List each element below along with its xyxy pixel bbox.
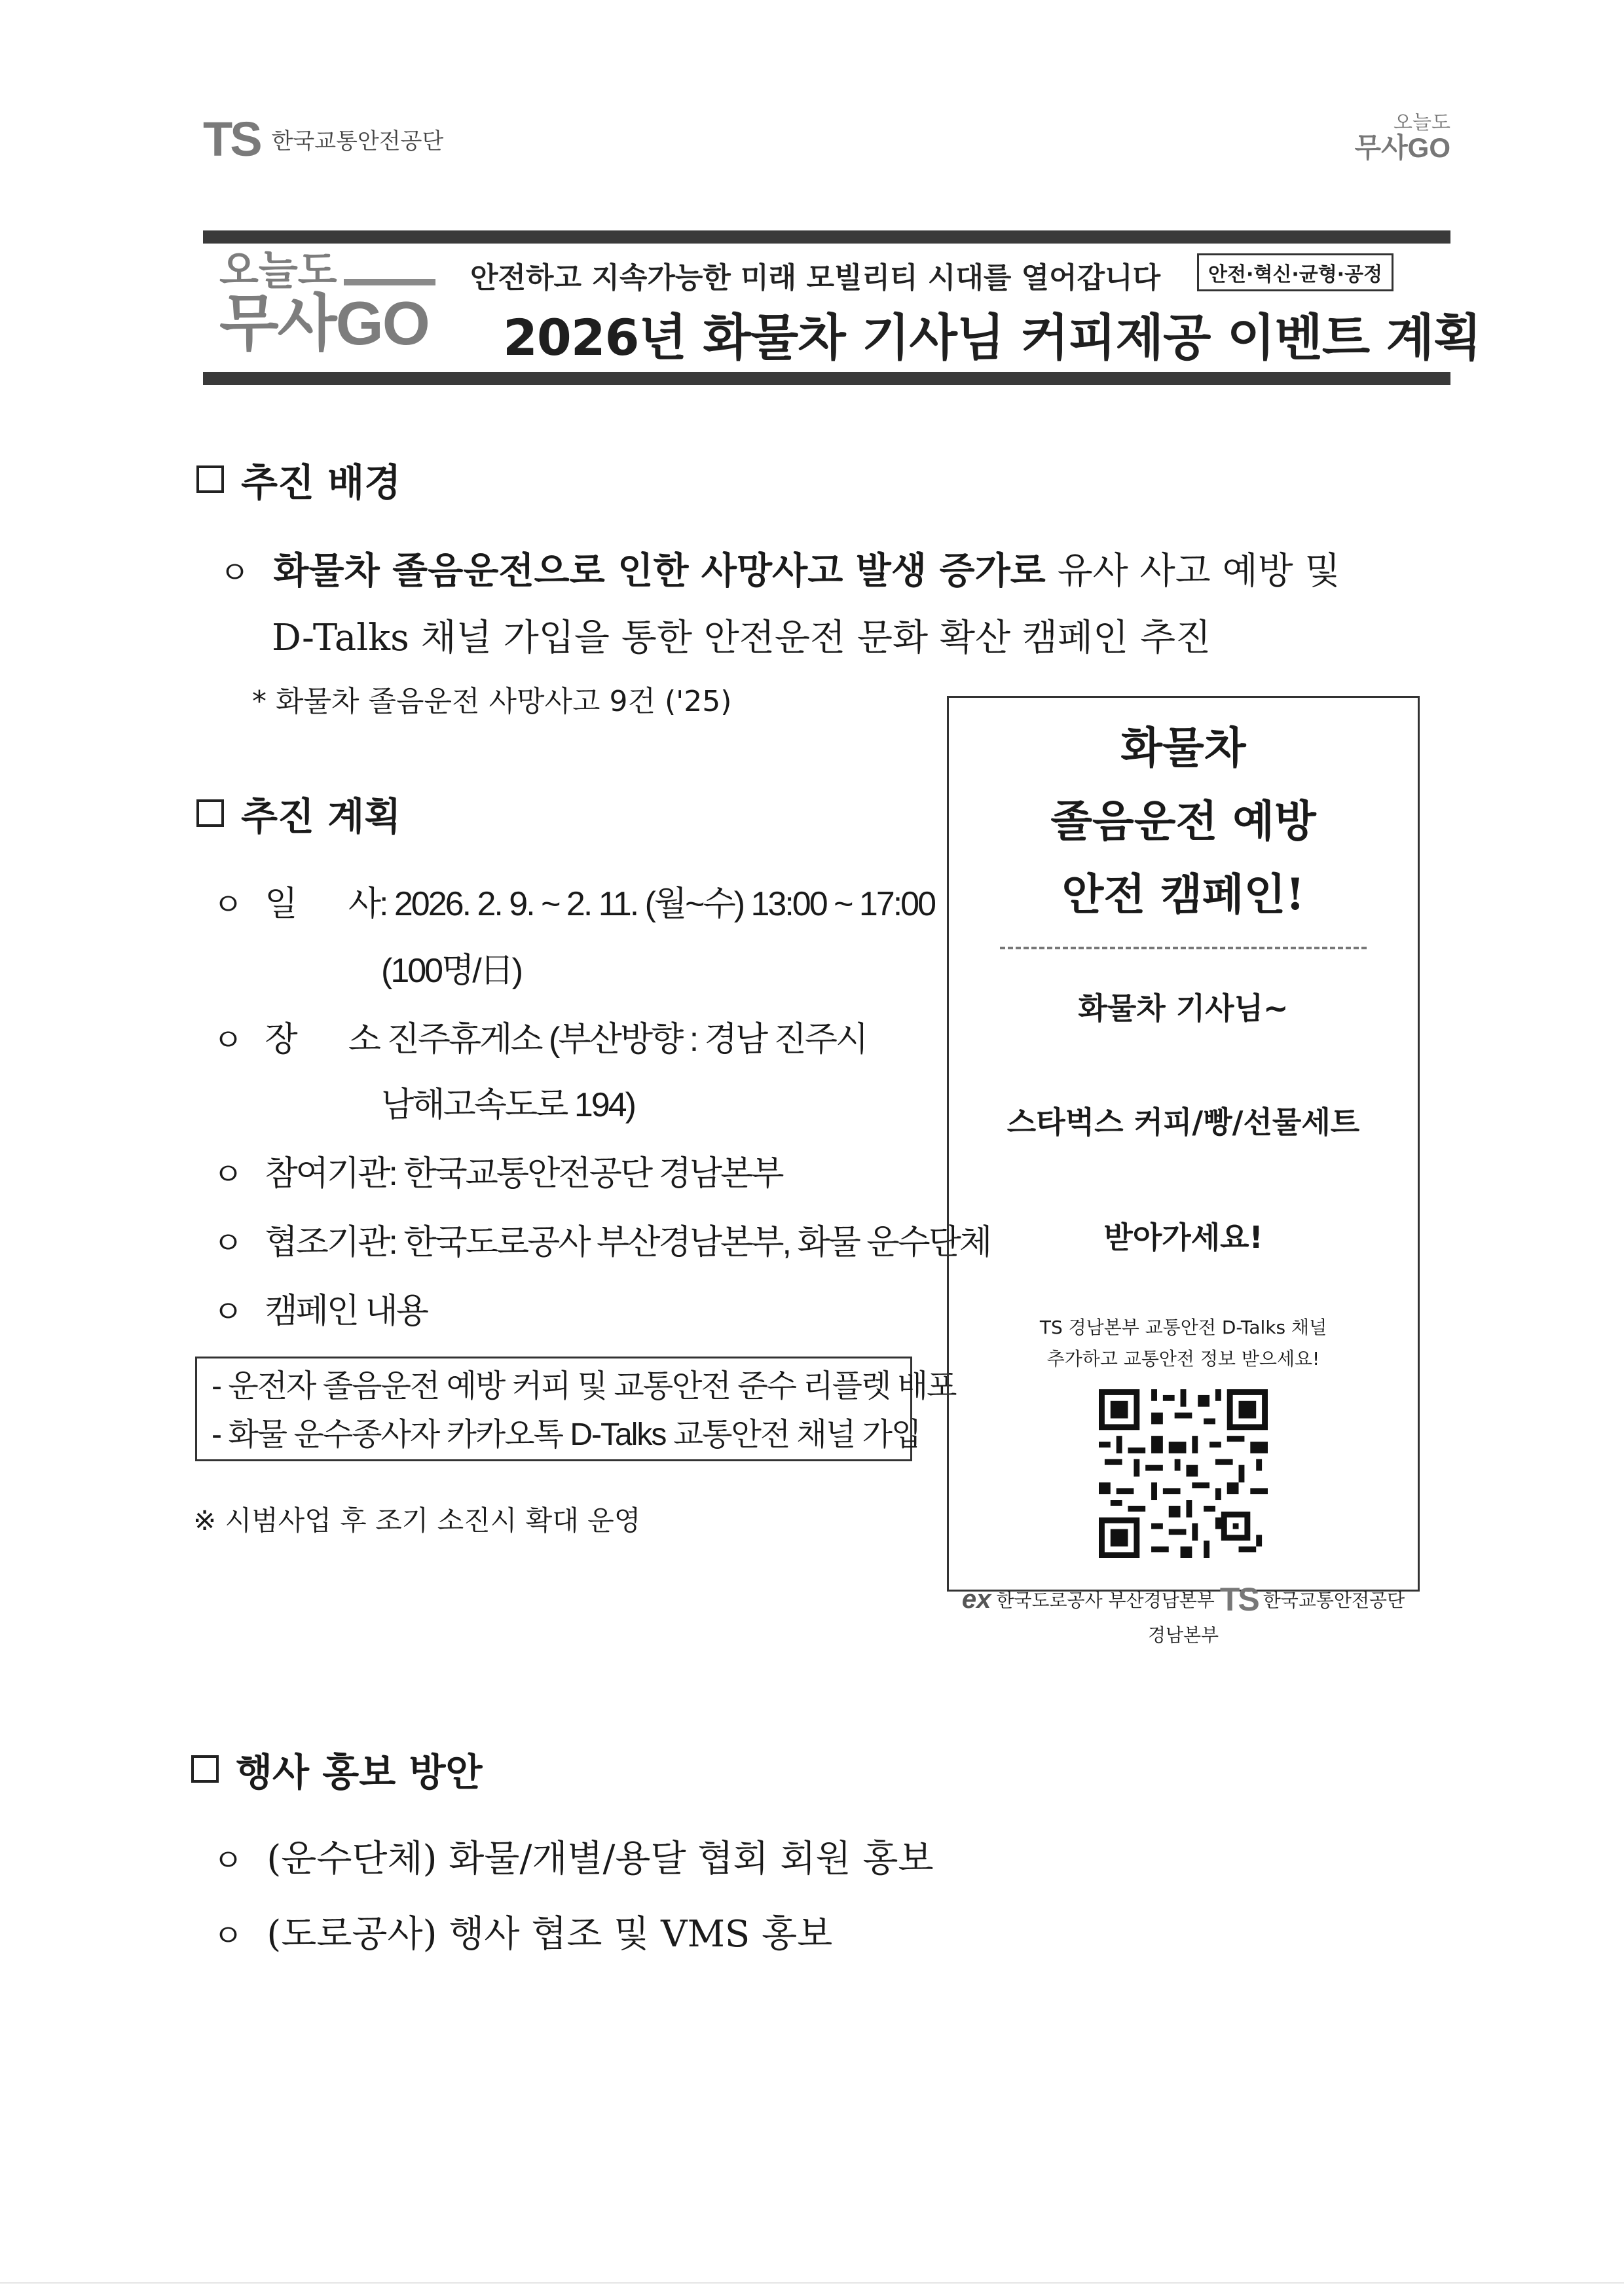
bullet-circle-icon: ㅇ bbox=[213, 886, 242, 923]
poster-greeting: 화물차 기사님~ bbox=[1078, 991, 1289, 1026]
bullet-circle-icon: ㅇ bbox=[219, 555, 250, 591]
body-text: 유사 사고 예방 및 bbox=[1045, 550, 1340, 592]
banner-rule-bottom bbox=[203, 372, 1450, 385]
bullet-circle-icon: ㅇ bbox=[213, 1294, 242, 1330]
poster-info bbox=[949, 1312, 1418, 1375]
plan-item-participant: ㅇ 참여기관: 한국교통안전공단 경남본부 bbox=[213, 1146, 782, 1195]
campaign-detail-box bbox=[195, 1357, 956, 1461]
plan-label: 캠페인 내용 bbox=[265, 1292, 427, 1330]
plan-item-content bbox=[213, 1283, 427, 1332]
ex-logo-mark: ex bbox=[961, 1584, 991, 1614]
promotion-text: (운수단체) 화물/개별/용달 협회 회원 홍보 bbox=[267, 1838, 934, 1880]
background-item-line2: D-Talks 채널 가입을 통한 안전운전 문화 확산 캠페인 추진 bbox=[272, 617, 1211, 659]
bullet-circle-icon: ㅇ bbox=[213, 1156, 242, 1193]
ex-org-name: 한국도로공사 부산경남본부 bbox=[996, 1590, 1215, 1611]
plan-item-place bbox=[213, 1011, 866, 1061]
checkbox-square-icon bbox=[196, 465, 224, 493]
poster-info-line: TS 경남본부 교통안전 D-Talks 채널 bbox=[1039, 1317, 1327, 1338]
emphasis-text: 화물차 졸음운전으로 인한 사망사고 발생 증가로 bbox=[273, 550, 1046, 592]
bullet-circle-icon: ㅇ bbox=[213, 1225, 242, 1262]
plan-label: 일 사 bbox=[265, 885, 379, 923]
section-title: 행사 홍보 방안 bbox=[236, 1750, 483, 1795]
qr-code-icon[interactable] bbox=[1091, 1389, 1276, 1558]
plan-item-place-cont: 남해고속도로 194) bbox=[381, 1086, 635, 1124]
section-heading-background bbox=[196, 452, 401, 507]
poster-headline-1: 화물차 bbox=[1120, 722, 1246, 773]
section-title: 추진 계획 bbox=[241, 794, 401, 839]
plan-label: 참여기관 bbox=[265, 1155, 389, 1193]
bullet-circle-icon: ㅇ bbox=[213, 1918, 244, 1954]
document-title: 2026년 화물차 기사님 커피제공 이벤트 계획 bbox=[503, 308, 1481, 367]
campaign-logo-line bbox=[344, 279, 435, 285]
section-heading-promotion bbox=[191, 1741, 483, 1796]
plan-label: 협조기관 bbox=[265, 1224, 389, 1262]
poster-callout: 받아가세요! bbox=[1103, 1220, 1263, 1255]
checkbox-square-icon bbox=[191, 1755, 219, 1783]
promotion-text: (도로공사) 행사 협조 및 VMS 홍보 bbox=[267, 1913, 833, 1956]
promotion-item bbox=[213, 1830, 934, 1882]
ts-branch-name: 경남본부 bbox=[1147, 1624, 1219, 1646]
plan-value: 한국교통안전공단 경남본부 bbox=[403, 1155, 783, 1193]
campaign-logo-small bbox=[1355, 113, 1450, 162]
campaign-logo-small-bottom: 무사GO bbox=[1354, 132, 1450, 163]
bullet-circle-icon: ㅇ bbox=[213, 1842, 244, 1879]
ts-logo-mark: TS bbox=[203, 112, 260, 166]
campaign-logo-top: 오늘도 bbox=[219, 248, 337, 293]
poster-headline-2: 졸음운전 예방 bbox=[1050, 795, 1316, 847]
background-note: * 화물차 졸음운전 사망사고 9건 ('25) bbox=[252, 685, 732, 718]
section-title: 추진 배경 bbox=[241, 460, 401, 505]
ts-logo bbox=[203, 111, 443, 167]
plan-item-cooperation: ㅇ 협조기관: 한국도로공사 부산경남본부, 화물 운수단체 bbox=[213, 1214, 990, 1264]
plan-item-date: ㅇ 일 사: 2026. 2. 9. ~ 2. 11. (월~수) 13:00 ~ 17:00 bbox=[213, 876, 934, 925]
campaign-logo-bottom: 무사GO bbox=[219, 289, 429, 357]
ts-org-name: 한국교통안전공단 bbox=[1263, 1590, 1405, 1611]
plan-value: 한국도로공사 부산경남본부, 화물 운수단체 bbox=[403, 1224, 991, 1262]
section-heading-plan bbox=[196, 786, 401, 841]
banner-rule-top bbox=[203, 230, 1450, 244]
plan-value: 2026. 2. 9. ~ 2. 11. (월~수) 13:00 ~ 17:00 bbox=[394, 885, 935, 923]
plan-note: ※ 시범사업 후 조기 소진시 확대 운영 bbox=[193, 1504, 641, 1537]
promotion-item bbox=[213, 1905, 832, 1958]
campaign-poster bbox=[947, 696, 1420, 1646]
core-values-box: 안전·혁신·균형·공정 bbox=[1197, 253, 1393, 291]
background-item-line1 bbox=[219, 542, 1340, 594]
poster-divider bbox=[1000, 947, 1367, 949]
campaign-detail-item: - 화물 운수종사자 카카오톡 D-Talks 교통안전 채널 가입 bbox=[212, 1417, 921, 1452]
plan-item-date-cont: (100명/日) bbox=[381, 952, 522, 990]
poster-info-line: 추가하고 교통안전 정보 받으세요! bbox=[1046, 1348, 1320, 1370]
campaign-detail-item: - 운전자 졸음운전 예방 커피 및 교통안전 준수 리플렛 배포 bbox=[212, 1369, 956, 1404]
plan-label: 장 소 bbox=[265, 1021, 379, 1059]
checkbox-square-icon bbox=[196, 799, 224, 827]
poster-offer: 스타벅스 커피/빵/선물세트 bbox=[1006, 1104, 1360, 1140]
page-edge-line bbox=[0, 2282, 1624, 2284]
campaign-logo-small-top: 오늘도 bbox=[1393, 112, 1450, 134]
poster-headline-3: 안전 캠페인! bbox=[1061, 869, 1305, 920]
slogan: 안전하고 지속가능한 미래 모빌리티 시대를 열어갑니다 bbox=[470, 261, 1161, 295]
bullet-circle-icon: ㅇ bbox=[213, 1022, 242, 1059]
poster-sponsors bbox=[949, 1580, 1418, 1618]
ts-logo-mark-small: TS bbox=[1219, 1581, 1258, 1618]
plan-value: 진주휴게소 (부산방향 : 경남 진주시 bbox=[386, 1021, 867, 1059]
campaign-logo bbox=[219, 250, 435, 355]
org-name: 한국교통안전공단 bbox=[271, 128, 444, 155]
